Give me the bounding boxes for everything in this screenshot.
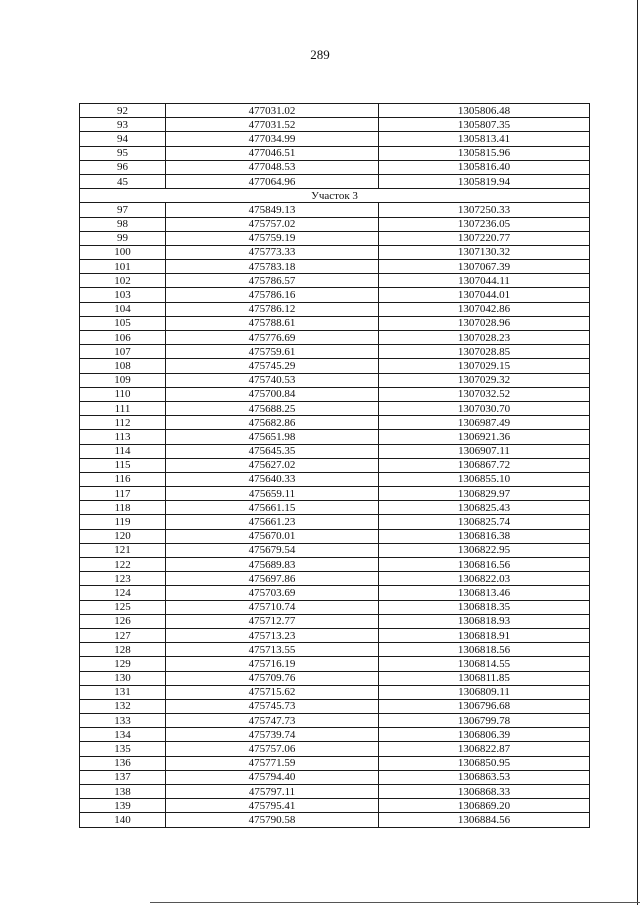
y-coordinate-cell: 1306822.95: [379, 543, 590, 557]
table-row: [80, 813, 590, 827]
point-number-cell: 122: [80, 558, 166, 572]
x-coordinate-cell: 475688.25: [166, 401, 379, 415]
table-row: [80, 430, 590, 444]
x-coordinate-cell: 475759.19: [166, 231, 379, 245]
point-number-cell: 108: [80, 359, 166, 373]
point-number-cell: 136: [80, 756, 166, 770]
table-row: [80, 345, 590, 359]
y-coordinate-cell: 1307250.33: [379, 203, 590, 217]
x-coordinate-cell: 475740.53: [166, 373, 379, 387]
x-coordinate-cell: 475709.76: [166, 671, 379, 685]
point-number-cell: 128: [80, 643, 166, 657]
y-coordinate-cell: 1306867.72: [379, 458, 590, 472]
x-coordinate-cell: 475661.23: [166, 515, 379, 529]
point-number-cell: 107: [80, 345, 166, 359]
x-coordinate-cell: 475715.62: [166, 685, 379, 699]
y-coordinate-cell: 1306814.55: [379, 657, 590, 671]
page-edge-right: [637, 0, 638, 905]
x-coordinate-cell: 475776.69: [166, 331, 379, 345]
y-coordinate-cell: 1307042.86: [379, 302, 590, 316]
point-number-cell: 110: [80, 387, 166, 401]
table-row: [80, 217, 590, 231]
point-number-cell: 95: [80, 146, 166, 160]
y-coordinate-cell: 1306825.74: [379, 515, 590, 529]
point-number-cell: 100: [80, 245, 166, 259]
y-coordinate-cell: 1306796.68: [379, 699, 590, 713]
table-row: [80, 572, 590, 586]
x-coordinate-cell: 477046.51: [166, 146, 379, 160]
x-coordinate-cell: 477064.96: [166, 174, 379, 188]
x-coordinate-cell: 475710.74: [166, 600, 379, 614]
x-coordinate-cell: 475795.41: [166, 799, 379, 813]
table-row: [80, 146, 590, 160]
table-row: [80, 231, 590, 245]
point-number-cell: 130: [80, 671, 166, 685]
y-coordinate-cell: 1307044.11: [379, 274, 590, 288]
point-number-cell: 118: [80, 501, 166, 515]
y-coordinate-cell: 1306818.56: [379, 643, 590, 657]
point-number-cell: 120: [80, 529, 166, 543]
x-coordinate-cell: 475773.33: [166, 245, 379, 259]
coordinates-table: [79, 103, 590, 828]
x-coordinate-cell: 477034.99: [166, 132, 379, 146]
table-row: [80, 614, 590, 628]
point-number-cell: 138: [80, 785, 166, 799]
x-coordinate-cell: 475786.12: [166, 302, 379, 316]
y-coordinate-cell: 1306822.87: [379, 742, 590, 756]
point-number-cell: 113: [80, 430, 166, 444]
point-number-cell: 139: [80, 799, 166, 813]
point-number-cell: 105: [80, 316, 166, 330]
x-coordinate-cell: 475786.16: [166, 288, 379, 302]
table-row: [80, 529, 590, 543]
x-coordinate-cell: 475759.61: [166, 345, 379, 359]
point-number-cell: 125: [80, 600, 166, 614]
x-coordinate-cell: 475645.35: [166, 444, 379, 458]
point-number-cell: 132: [80, 699, 166, 713]
y-coordinate-cell: 1305807.35: [379, 118, 590, 132]
table-row: [80, 316, 590, 330]
table-row: [80, 742, 590, 756]
x-coordinate-cell: 475745.29: [166, 359, 379, 373]
y-coordinate-cell: 1306806.39: [379, 728, 590, 742]
point-number-cell: 101: [80, 260, 166, 274]
section-row: [80, 189, 590, 203]
table-row: [80, 799, 590, 813]
table-row: [80, 118, 590, 132]
table-row: [80, 245, 590, 259]
y-coordinate-cell: 1305816.40: [379, 160, 590, 174]
y-coordinate-cell: 1307044.01: [379, 288, 590, 302]
x-coordinate-cell: 475745.73: [166, 699, 379, 713]
point-number-cell: 124: [80, 586, 166, 600]
x-coordinate-cell: 475713.55: [166, 643, 379, 657]
point-number-cell: 119: [80, 515, 166, 529]
point-number-cell: 117: [80, 487, 166, 501]
y-coordinate-cell: 1307028.23: [379, 331, 590, 345]
point-number-cell: 123: [80, 572, 166, 586]
x-coordinate-cell: 475757.02: [166, 217, 379, 231]
point-number-cell: 126: [80, 614, 166, 628]
table-row: [80, 472, 590, 486]
y-coordinate-cell: 1306829.97: [379, 487, 590, 501]
x-coordinate-cell: 477031.02: [166, 104, 379, 118]
y-coordinate-cell: 1306799.78: [379, 714, 590, 728]
point-number-cell: 92: [80, 104, 166, 118]
table-row: [80, 302, 590, 316]
x-coordinate-cell: 475739.74: [166, 728, 379, 742]
table-row: [80, 487, 590, 501]
table-row: [80, 174, 590, 188]
page-edge-bottom: [150, 902, 640, 903]
point-number-cell: 131: [80, 685, 166, 699]
x-coordinate-cell: 475682.86: [166, 416, 379, 430]
table-row: [80, 628, 590, 642]
section-title: Участок 3: [80, 189, 590, 203]
x-coordinate-cell: 475797.11: [166, 785, 379, 799]
y-coordinate-cell: 1307029.15: [379, 359, 590, 373]
table-row: [80, 274, 590, 288]
x-coordinate-cell: 475659.11: [166, 487, 379, 501]
page-number: 289: [310, 47, 330, 62]
table-row: [80, 359, 590, 373]
y-coordinate-cell: 1305819.94: [379, 174, 590, 188]
x-coordinate-cell: 477031.52: [166, 118, 379, 132]
table-row: [80, 288, 590, 302]
y-coordinate-cell: 1306818.93: [379, 614, 590, 628]
table-row: [80, 699, 590, 713]
point-number-cell: 99: [80, 231, 166, 245]
x-coordinate-cell: 475679.54: [166, 543, 379, 557]
y-coordinate-cell: 1306868.33: [379, 785, 590, 799]
y-coordinate-cell: 1307130.32: [379, 245, 590, 259]
x-coordinate-cell: 475713.23: [166, 628, 379, 642]
coordinates-table-body: [80, 104, 590, 828]
x-coordinate-cell: 475700.84: [166, 387, 379, 401]
y-coordinate-cell: 1306855.10: [379, 472, 590, 486]
y-coordinate-cell: 1307029.32: [379, 373, 590, 387]
y-coordinate-cell: 1307032.52: [379, 387, 590, 401]
y-coordinate-cell: 1306850.95: [379, 756, 590, 770]
x-coordinate-cell: 475747.73: [166, 714, 379, 728]
point-number-cell: 106: [80, 331, 166, 345]
point-number-cell: 104: [80, 302, 166, 316]
point-number-cell: 96: [80, 160, 166, 174]
y-coordinate-cell: 1307067.39: [379, 260, 590, 274]
point-number-cell: 134: [80, 728, 166, 742]
y-coordinate-cell: 1306811.85: [379, 671, 590, 685]
table-row: [80, 444, 590, 458]
point-number-cell: 93: [80, 118, 166, 132]
y-coordinate-cell: 1306863.53: [379, 770, 590, 784]
y-coordinate-cell: 1306921.36: [379, 430, 590, 444]
point-number-cell: 127: [80, 628, 166, 642]
x-coordinate-cell: 475794.40: [166, 770, 379, 784]
x-coordinate-cell: 475670.01: [166, 529, 379, 543]
y-coordinate-cell: 1307030.70: [379, 401, 590, 415]
table-row: [80, 770, 590, 784]
y-coordinate-cell: 1306816.56: [379, 558, 590, 572]
table-row: [80, 600, 590, 614]
x-coordinate-cell: 475712.77: [166, 614, 379, 628]
x-coordinate-cell: 475788.61: [166, 316, 379, 330]
point-number-cell: 94: [80, 132, 166, 146]
table-row: [80, 416, 590, 430]
table-row: [80, 515, 590, 529]
y-coordinate-cell: 1306825.43: [379, 501, 590, 515]
point-number-cell: 137: [80, 770, 166, 784]
point-number-cell: 129: [80, 657, 166, 671]
point-number-cell: 140: [80, 813, 166, 827]
table-row: [80, 543, 590, 557]
y-coordinate-cell: 1306869.20: [379, 799, 590, 813]
x-coordinate-cell: 475651.98: [166, 430, 379, 444]
table-row: [80, 160, 590, 174]
table-row: [80, 458, 590, 472]
x-coordinate-cell: 475786.57: [166, 274, 379, 288]
table-row: [80, 643, 590, 657]
point-number-cell: 112: [80, 416, 166, 430]
table-row: [80, 331, 590, 345]
point-number-cell: 114: [80, 444, 166, 458]
point-number-cell: 109: [80, 373, 166, 387]
x-coordinate-cell: 477048.53: [166, 160, 379, 174]
y-coordinate-cell: 1306907.11: [379, 444, 590, 458]
y-coordinate-cell: 1306987.49: [379, 416, 590, 430]
y-coordinate-cell: 1307220.77: [379, 231, 590, 245]
table-row: [80, 132, 590, 146]
table-row: [80, 785, 590, 799]
table-row: [80, 671, 590, 685]
x-coordinate-cell: 475640.33: [166, 472, 379, 486]
y-coordinate-cell: 1305806.48: [379, 104, 590, 118]
point-number-cell: 116: [80, 472, 166, 486]
table-row: [80, 260, 590, 274]
table-row: [80, 714, 590, 728]
point-number-cell: 45: [80, 174, 166, 188]
x-coordinate-cell: 475790.58: [166, 813, 379, 827]
table-row: [80, 685, 590, 699]
y-coordinate-cell: 1305815.96: [379, 146, 590, 160]
table-row: [80, 401, 590, 415]
y-coordinate-cell: 1305813.41: [379, 132, 590, 146]
y-coordinate-cell: 1306818.91: [379, 628, 590, 642]
y-coordinate-cell: 1306818.35: [379, 600, 590, 614]
point-number-cell: 121: [80, 543, 166, 557]
point-number-cell: 98: [80, 217, 166, 231]
y-coordinate-cell: 1306809.11: [379, 685, 590, 699]
table-row: [80, 373, 590, 387]
table-row: [80, 657, 590, 671]
x-coordinate-cell: 475627.02: [166, 458, 379, 472]
table-row: [80, 586, 590, 600]
point-number-cell: 97: [80, 203, 166, 217]
table-row: [80, 558, 590, 572]
x-coordinate-cell: 475697.86: [166, 572, 379, 586]
x-coordinate-cell: 475849.13: [166, 203, 379, 217]
table-row: [80, 501, 590, 515]
y-coordinate-cell: 1306816.38: [379, 529, 590, 543]
x-coordinate-cell: 475661.15: [166, 501, 379, 515]
x-coordinate-cell: 475757.06: [166, 742, 379, 756]
x-coordinate-cell: 475783.18: [166, 260, 379, 274]
table-row: [80, 203, 590, 217]
table-row: [80, 104, 590, 118]
table-row: [80, 387, 590, 401]
x-coordinate-cell: 475689.83: [166, 558, 379, 572]
x-coordinate-cell: 475771.59: [166, 756, 379, 770]
x-coordinate-cell: 475716.19: [166, 657, 379, 671]
y-coordinate-cell: 1306884.56: [379, 813, 590, 827]
y-coordinate-cell: 1307028.96: [379, 316, 590, 330]
y-coordinate-cell: 1306813.46: [379, 586, 590, 600]
point-number-cell: 102: [80, 274, 166, 288]
x-coordinate-cell: 475703.69: [166, 586, 379, 600]
point-number-cell: 111: [80, 401, 166, 415]
table-row: [80, 756, 590, 770]
point-number-cell: 133: [80, 714, 166, 728]
y-coordinate-cell: 1307028.85: [379, 345, 590, 359]
point-number-cell: 115: [80, 458, 166, 472]
y-coordinate-cell: 1306822.03: [379, 572, 590, 586]
point-number-cell: 135: [80, 742, 166, 756]
y-coordinate-cell: 1307236.05: [379, 217, 590, 231]
table-row: [80, 728, 590, 742]
point-number-cell: 103: [80, 288, 166, 302]
